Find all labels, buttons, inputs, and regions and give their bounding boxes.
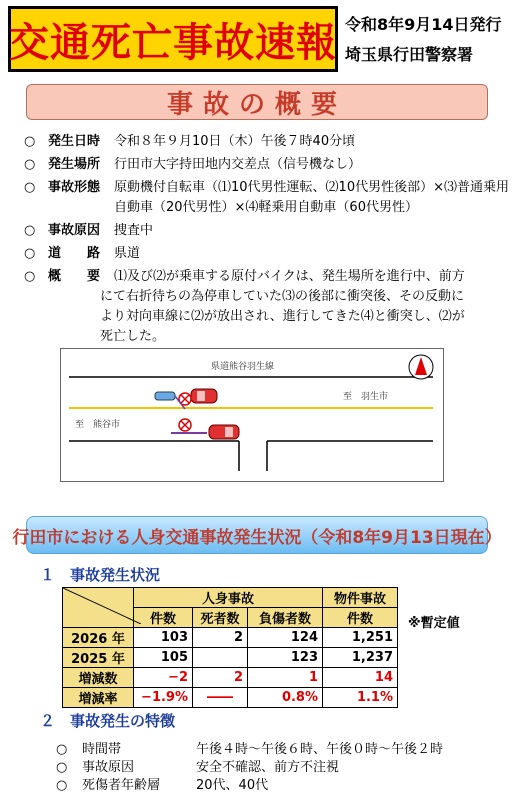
table-header-row [63, 588, 398, 608]
car-3-icon [191, 389, 217, 403]
table-row [63, 628, 398, 648]
feature-label: 事故原因 [82, 760, 135, 775]
summary-line4: 死亡した。 [100, 329, 166, 344]
cell-injured: 124 [248, 628, 323, 648]
cell-injured: 1 [248, 668, 323, 688]
table-row [63, 668, 398, 688]
motorbike-icon [155, 392, 175, 400]
overview-row-date [24, 130, 355, 149]
bullet: ○ [56, 760, 68, 775]
feature-value: 20代、40代 [196, 778, 269, 793]
bullet: ○ [24, 269, 36, 284]
type-value-line1: 原動機付自転車（⑴10代男性運転、⑵10代男性後部）×⑶普通乗用 [114, 180, 509, 195]
header-property: 物件事故 [323, 588, 398, 608]
row-label: 2026 年 [63, 628, 134, 648]
overview-row-cause [24, 219, 153, 238]
stats-table [62, 587, 398, 708]
to-kumagaya-label: 至 熊谷市 [75, 420, 121, 430]
page-title: 交通死亡事故速報 [9, 19, 337, 66]
cell-count: −1.9% [134, 688, 193, 708]
type-label: 事故形態 [48, 180, 101, 195]
road-label: 道 路 [48, 246, 101, 261]
bullet: ○ [24, 246, 36, 261]
cell-count: 105 [134, 648, 193, 668]
cell-property: 1,251 [323, 628, 398, 648]
row-label: 増減率 [63, 688, 134, 708]
diagram-svg [61, 349, 443, 481]
to-hanyu-label: 至 羽生市 [343, 392, 389, 402]
cell-deaths: ―― [193, 688, 248, 708]
accident-diagram [60, 348, 444, 482]
cell-property: 14 [323, 668, 398, 688]
cause-value: 捜査中 [114, 223, 154, 238]
bullet: ○ [24, 134, 36, 149]
feature-value: 午後４時～午後６時、午後０時～午後２時 [196, 742, 444, 757]
overview-row-road [24, 242, 140, 261]
bullet: ○ [24, 223, 36, 238]
row-label: 2025 年 [63, 648, 134, 668]
cell-injured: 0.8% [248, 688, 323, 708]
summary-label: 概 要 [48, 269, 101, 284]
bullet: ○ [56, 742, 68, 757]
overview-heading: 事故の概要 [166, 89, 347, 120]
car-4-icon [209, 425, 239, 439]
table-row [63, 648, 398, 668]
cell-property: 1,237 [323, 648, 398, 668]
feature-label: 時間帯 [82, 742, 122, 757]
header-count: 件数 [134, 608, 193, 628]
table-corner-cell [63, 588, 134, 628]
type-value-line2: 自動車（20代男性）×⑷軽乗用自動車（60代男性） [114, 200, 418, 215]
feature-label: 死傷者年齢層 [82, 778, 161, 793]
cell-deaths: 2 [193, 668, 248, 688]
overview-row-summary [24, 265, 465, 284]
cell-count: 103 [134, 628, 193, 648]
collision-mark-icon [179, 419, 191, 431]
header-deaths: 死者数 [193, 608, 248, 628]
corner-diagonal [63, 588, 141, 624]
table-row [63, 688, 398, 708]
section-1-heading: １ 事故発生状況 [40, 566, 161, 584]
provisional-note: ※暫定値 [408, 616, 460, 631]
summary-line3: より対向車線に⑵が放出され、進行してきた⑷と衝突し、⑵が [100, 309, 465, 324]
feature-item [56, 738, 443, 757]
header-property-count: 件数 [323, 608, 398, 628]
header-injury: 人身事故 [134, 588, 323, 608]
place-label: 発生場所 [48, 157, 101, 172]
place-value: 行田市大字持田地内交差点（信号機なし） [114, 157, 362, 172]
feature-item [56, 756, 339, 775]
overview-row-place [24, 153, 361, 172]
issuer: 埼玉県行田警察署 [345, 45, 474, 64]
title-box [8, 6, 338, 72]
issue-date: 令和8年9月14日発行 [345, 15, 502, 34]
date-label: 発生日時 [48, 134, 101, 149]
bullet: ○ [56, 778, 68, 793]
feature-value: 安全不確認、前方不注視 [196, 760, 340, 775]
stats-banner-text: 行田市における人身交通事故発生状況（令和8年9月13日現在） [12, 527, 502, 548]
cell-injured: 123 [248, 648, 323, 668]
cause-label: 事故原因 [48, 223, 101, 238]
bullet: ○ [24, 180, 36, 195]
overview-row-type [24, 176, 509, 195]
cell-property: 1.1% [323, 688, 398, 708]
section-2-heading: ２ 事故発生の特徴 [40, 712, 176, 730]
cell-deaths [193, 648, 248, 668]
road-value: 県道 [114, 246, 141, 261]
cell-count: −2 [134, 668, 193, 688]
overview-banner [26, 84, 488, 120]
cell-deaths: 2 [193, 628, 248, 648]
header-injured: 負傷者数 [248, 608, 323, 628]
summary-line1: ⑴及び⑵が乗車する原付バイクは、発生場所を進行中、前方 [114, 269, 465, 284]
feature-item [56, 774, 268, 793]
summary-line2: にて右折待ちの為停車していた⑶の後部に衝突後、その反動に [100, 289, 465, 304]
road-name-label: 県道熊谷羽生線 [211, 362, 275, 372]
bullet: ○ [24, 157, 36, 172]
stats-banner [12, 516, 502, 554]
row-label: 増減数 [63, 668, 134, 688]
date-value: 令和８年９月10日（木）午後７時40分頃 [114, 134, 356, 149]
